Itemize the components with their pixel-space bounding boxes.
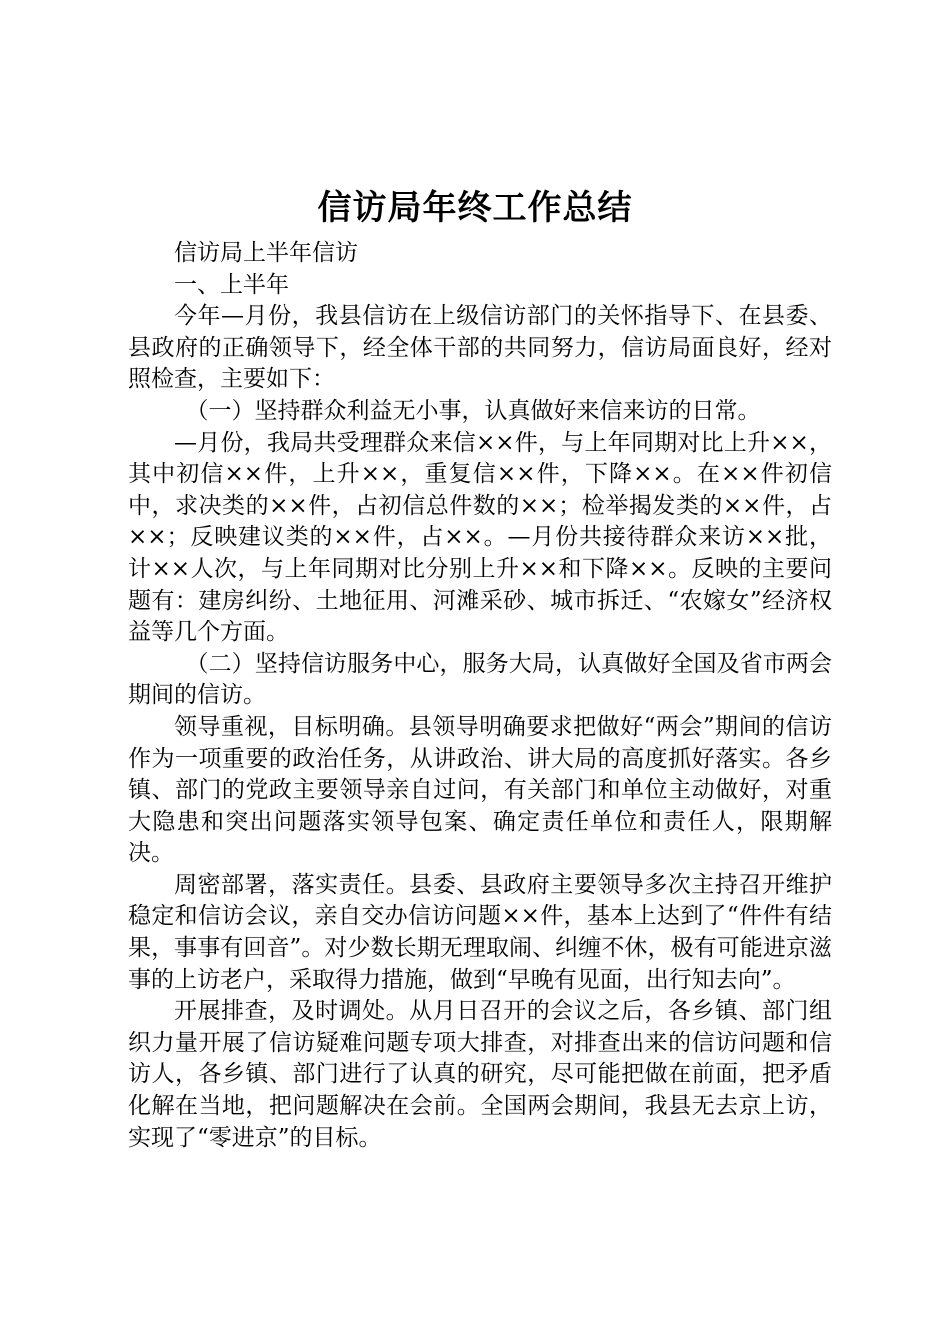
paragraph-statistics: —月份，我局共受理群众来信××件，与上年同期对比上升××，其中初信××件，上升××，重复信××件，下降××。在××件初信中，求决类的××件，占初信总件数的××；检举揭发类的××件，占××；反映建议类的××件，占××。—月份共接待群众来访××批，计××人次，与上年同期对比分别上升××和下降××。反映的主要问题有：建房纠纷、土地征用、河滩采砂、城市拆迁、“农嫁女”经济权益等几个方面。	[128, 429, 832, 646]
document-body	[128, 238, 832, 1154]
paragraph-investigation: 开展排查，及时调处。从月日召开的会议之后，各乡镇、部门组织力量开展了信访疑难问题专项大排查，对排查出来的信访问题和信访人，各乡镇、部门进行了认真的研究，尽可能把做在前面，把矛盾化解在当地，把问题解决在会前。全国两会期间，我县无去京上访，实现了“零进京”的目标。	[128, 998, 832, 1151]
section-heading-first-half: 一、上半年	[174, 271, 289, 298]
subsection-heading-2: （二）坚持信访服务中心，服务大局，认真做好全国及省市两会期间的信访。	[128, 650, 832, 709]
paragraph-leadership: 领导重视，目标明确。县领导明确要求把做好“两会”期间的信访作为一项重要的政治任务，从讲政治、讲大局的高度抓好落实。各乡镇、部门的党政主要领导亲自过问，有关部门和单位主动做好，对重大隐患和突出问题落实领导包案、确定责任单位和责任人，限期解决。	[128, 713, 832, 867]
paragraph-subtitle: 信访局上半年信访	[174, 240, 358, 266]
paragraph-deployment: 周密部署，落实责任。县委、县政府主要领导多次主持召开维护稳定和信访会议，亲自交办信访问题××件，基本上达到了“件件有结果，事事有回音”。对少数长期无理取闹、纠缠不休，极有可能进京滋事的上访老户，采取得力措施，做到“早晚有见面，出行知去向”。	[128, 871, 832, 993]
subsection-heading-1: （一）坚持群众利益无小事，认真做好来信来访的日常。	[185, 397, 761, 424]
paragraph-intro: 今年—月份，我县信访在上级信访部门的关怀指导下、在县委、县政府的正确领导下，经全体干部的共同努力，信访局面良好，经对照检查，主要如下：	[128, 303, 832, 393]
document-title: 信访局年终工作总结	[317, 188, 633, 228]
